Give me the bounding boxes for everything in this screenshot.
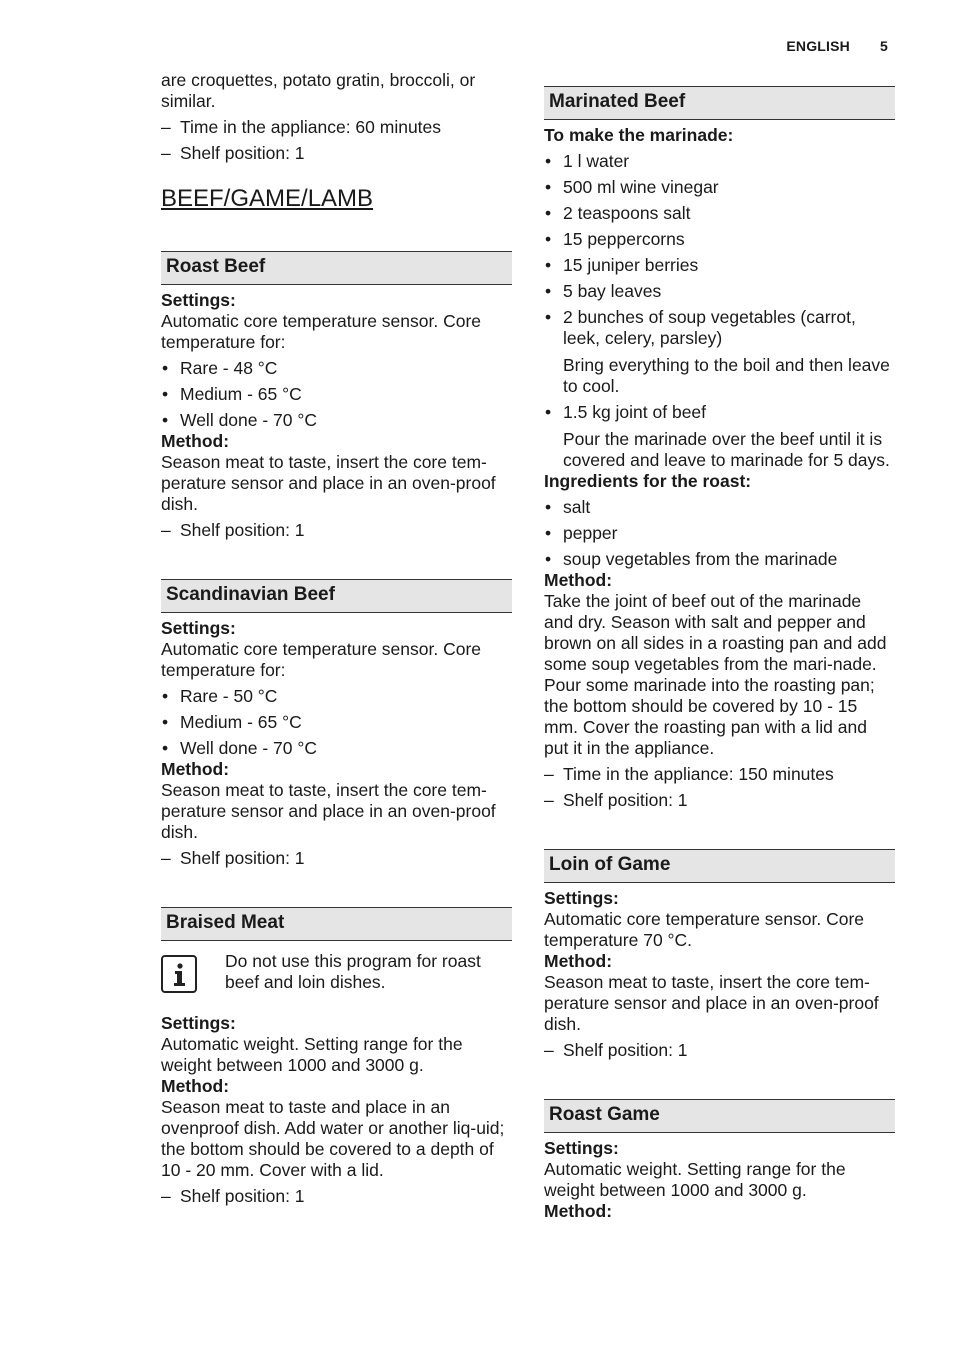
shelf-position: – Shelf position: 1 — [161, 848, 512, 869]
left-column — [161, 70, 512, 1212]
info-icon — [161, 955, 197, 993]
method-text: Pour some marinade into the roasting pan; the bottom should be covered by 10 - 15 mm. Cover the roasting pan with a lid and put it in the appliance. — [544, 675, 875, 758]
shelf-position: – Shelf position: 1 — [544, 790, 895, 811]
settings-label: Settings: — [161, 618, 236, 638]
time-in-appliance: – Time in the appliance: 150 minutes — [544, 764, 895, 785]
marinade-item: • 15 juniper berries — [544, 255, 895, 276]
method-text: Season meat to taste, insert the core tem-perature sensor and place in an oven-proof dish. — [544, 972, 879, 1034]
marinade-item: • 2 teaspoons salt — [544, 203, 895, 224]
roast-game-title: Roast Game — [544, 1099, 895, 1133]
method-label: Method: — [544, 951, 613, 971]
method-label: Method: — [161, 759, 230, 779]
loin-of-game-title: Loin of Game — [544, 849, 895, 883]
marinade-item: • 2 bunches of soup vegetables (carrot, leek, celery, parsley) — [544, 307, 895, 349]
method-label: Method: — [544, 570, 613, 590]
intro-text: are croquettes, potato gratin, broccoli, or similar. — [161, 70, 476, 111]
page-number: 5 — [880, 38, 888, 54]
scandinavian-beef-section — [161, 579, 512, 869]
temp-well-done: • Well done - 70 °C — [161, 410, 512, 431]
method-text: Take the joint of beef out of the marinade and dry. Season with salt and pepper and brown on all sides in a roasting pan and add some soup vegetables from the mari-nade. — [544, 591, 887, 674]
settings-text: Automatic core temperature sensor. Core temperature for: — [161, 639, 482, 680]
method-text: Season meat to taste, insert the core tem-perature sensor and place in an oven-proof dish. — [161, 452, 496, 514]
settings-text: Automatic core temperature sensor. Core temperature 70 °C. — [544, 909, 865, 950]
boil-text: Bring everything to the boil and then leave to cool. — [563, 355, 890, 396]
roast-beef-section — [161, 251, 512, 541]
braised-meat-title: Braised Meat — [161, 907, 512, 941]
scandinavian-beef-title: Scandinavian Beef — [161, 579, 512, 613]
marinade-label: To make the marinade: — [544, 125, 734, 145]
temp-medium: • Medium - 65 °C — [161, 712, 512, 733]
temp-medium: • Medium - 65 °C — [161, 384, 512, 405]
method-label: Method: — [161, 1076, 230, 1096]
braised-meat-section — [161, 907, 512, 1207]
beef-item: • 1.5 kg joint of beef — [544, 402, 895, 423]
marinade-item: • 15 peppercorns — [544, 229, 895, 250]
roast-beef-title: Roast Beef — [161, 251, 512, 285]
ingredient-item: • salt — [544, 497, 895, 518]
info-note — [161, 951, 512, 993]
right-column — [544, 86, 895, 1222]
language-label: ENGLISH — [786, 38, 850, 54]
method-text: Season meat to taste and place in an ovenproof dish. Add water or another liq-uid; the bottom should be covered to a depth of 10 - 20 mm. Cover with a lid. — [161, 1097, 505, 1180]
roast-game-section — [544, 1099, 895, 1222]
settings-label: Settings: — [161, 1013, 236, 1033]
settings-text: Automatic weight. Setting range for the weight between 1000 and 3000 g. — [544, 1159, 846, 1200]
intro-time: – Time in the appliance: 60 minutes — [161, 117, 512, 138]
temp-rare: • Rare - 50 °C — [161, 686, 512, 707]
section-title: BEEF/GAME/LAMB — [161, 185, 374, 212]
shelf-position: – Shelf position: 1 — [161, 520, 512, 541]
shelf-position: – Shelf position: 1 — [544, 1040, 895, 1061]
pour-text: Pour the marinade over the beef until it is covered and leave to marinade for 5 days. — [563, 429, 890, 470]
info-text: Do not use this program for roast beef and loin dishes. — [225, 951, 481, 992]
temp-well-done: • Well done - 70 °C — [161, 738, 512, 759]
settings-text: Automatic weight. Setting range for the weight between 1000 and 3000 g. — [161, 1034, 463, 1075]
marinated-beef-title: Marinated Beef — [544, 86, 895, 120]
method-text: Season meat to taste, insert the core tem-perature sensor and place in an oven-proof dish. — [161, 780, 496, 842]
marinade-item: • 500 ml wine vinegar — [544, 177, 895, 198]
method-label: Method: — [544, 1201, 613, 1221]
settings-label: Settings: — [544, 888, 619, 908]
ingredient-item: • soup vegetables from the marinade — [544, 549, 895, 570]
settings-text: Automatic core temperature sensor. Core temperature for: — [161, 311, 482, 352]
temp-rare: • Rare - 48 °C — [161, 358, 512, 379]
settings-label: Settings: — [544, 1138, 619, 1158]
settings-label: Settings: — [161, 290, 236, 310]
loin-of-game-section — [544, 849, 895, 1061]
page-header — [786, 38, 888, 54]
ingredient-item: • pepper — [544, 523, 895, 544]
intro-shelf: – Shelf position: 1 — [161, 143, 512, 164]
marinated-beef-section — [544, 86, 895, 811]
shelf-position: – Shelf position: 1 — [161, 1186, 512, 1207]
marinade-item: • 1 l water — [544, 151, 895, 172]
marinade-item: • 5 bay leaves — [544, 281, 895, 302]
method-label: Method: — [161, 431, 230, 451]
ingredients-label: Ingredients for the roast: — [544, 471, 752, 491]
